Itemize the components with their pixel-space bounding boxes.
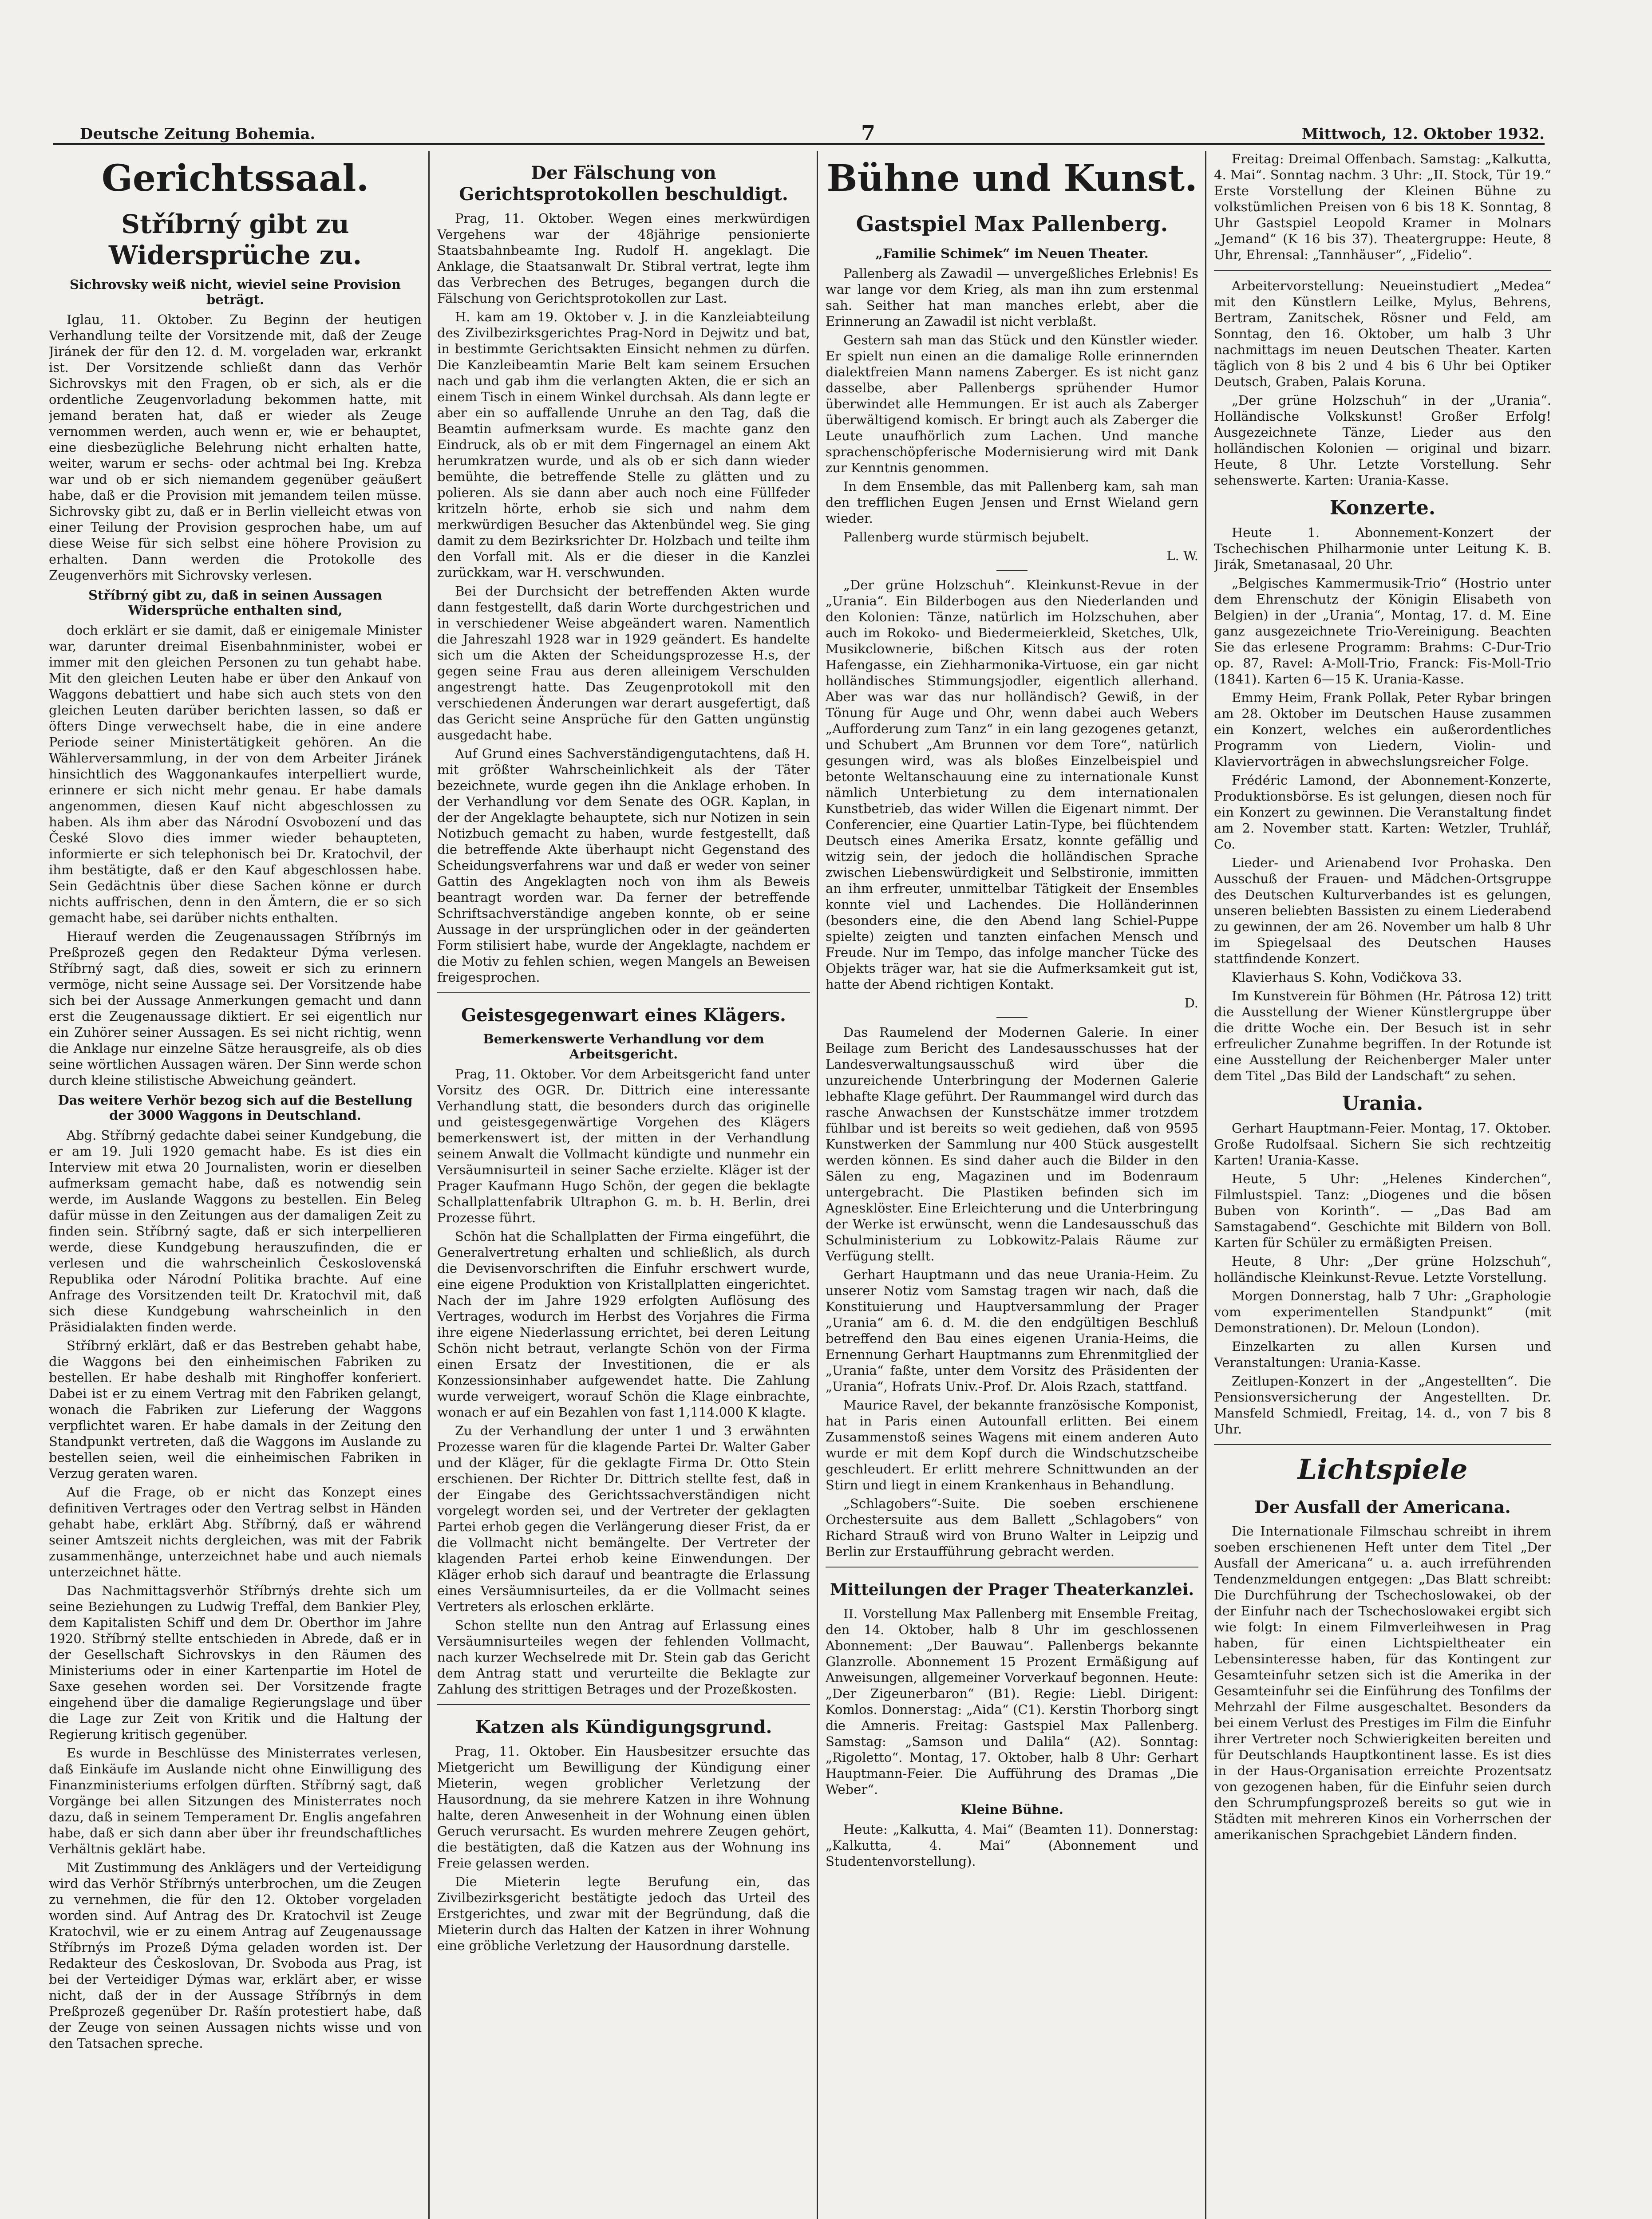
section-title: Lichtspiele (1297, 1453, 1468, 1485)
article-headline: Gastspiel Max Pallenberg. (856, 212, 1168, 237)
paragraph: Schon stellte nun den Antrag auf Erlassung eines Versäumnisurteiles wegen der fehlenden Vollmacht, nach kurzer Wechselrede mit Dr. Stein gab das Gericht dem Antrag statt und verurteilte die Beklagte zur Zahlung des strittigen Betrages und der Prozeßkosten. (437, 1618, 810, 1697)
article-headline: Mitteilungen der Prager Theaterkanzlei. (830, 1580, 1194, 1599)
author-signature: D. (1184, 995, 1198, 1011)
paragraph: doch erklärt er sie damit, daß er einigemale Minister war, darunter dreimal Eisenbahnminister, wobei er immer mit den gleichen Personen zu tun gehabt habe. Mit den gleichen Leuten habe er über den Ankauf von Waggons debattiert und habe sich auch stets von den gleichen Leuten darüber berichten lassen, so daß er öfters Dinge verwechselt habe, die in eine andere Periode seiner Ministertätigkeit gehören. An die Wählerversammlung, in der von dem Arbeiter Jiránek hinsichtlich des Waggonankaufes interpelliert wurde, erinnere er sich nicht mehr genau. Er habe damals angenommen, diesen Kauf nicht abgeschlossen zu haben. Als ihm aber das Národní Osvobození und das České Slovo dies immer wieder behaupteten, informierte er sich telephonisch bei Dr. Kratochvil, der ihm bestätigte, daß er den Kauf abgeschlossen habe. Sein Gedächtnis über diese Sachen könne er durch nichts auffrischen, denn in den Ämtern, die er so sich gemacht habe, sei darüber nichts enthalten. (49, 623, 422, 925)
section-title: Gerichtssaal. (101, 157, 369, 200)
paragraph: II. Vorstellung Max Pallenberg mit Ensemble Freitag, den 14. Oktober, halb 8 Uhr im geschlossenen Abonnement: „Der Bauwau“. Pallenbergs bekannte Glanzrolle. Abonnement 15 Prozent Ermäßigung auf Anweisungen, allgemeiner Vorverkauf begonnen. Heute: „Der Zigeunerbaron“ (B1). Regie: Liebl. Dirigent: Komlos. Donnerstag: „Aida“ (C1). Kerstin Thorborg singt die Amneris. Freitag: Gastspiel Max Pallenberg. Samstag: „Samson und Dalila“ (A2). Sonntag: „Rigoletto“. Montag, 17. Oktober, halb 8 Uhr: Gerhart Hauptmann-Feier. Die Aufführung des Dramas „Die Weber“. (826, 1606, 1198, 1797)
paragraph: Es wurde in Beschlüsse des Ministerrates verlesen, daß Einkäufe im Auslande nicht ohne Einwilligung des Finanzministeriums erfolgen dürften. Stříbrný sagt, daß Vorgänge bei allen Sitzungen des Ministerrates noch dazu, daß in seinem Temperament Dr. Englis angefahren habe, daß er sich dann aber über ihr freundschaftliches Verhältnis geklärt habe. (49, 1745, 422, 1856)
paragraph: Das Raumelend der Modernen Galerie. In einer Beilage zum Bericht des Landesausschusses hat der Landesverwaltungsausschuß wird über die unzureichende Unterbringung der Modernen Galerie lebhafte Klage geführt. Der Raummangel wird durch das rasche Anwachsen der Kunstschätze immer trotzdem fühlbar und ist bereits so weit gediehen, daß von 9595 Kunstwerken der Sammlung nur 400 Stück ausgestellt werden können. Es sind daher auch die Bilder in den Sälen zu eng, Magazinen und im Bodenraum untergebracht. Die Plastiken befinden sich im Agnesklöster. Eine Erleichterung und die Unterbringung der Werke ist erwünscht, wenn die Landesausschuß das Schulministerium zu Lobkowitz-Palais Räume zur Verfügung stellt. (826, 1025, 1198, 1263)
paragraph: H. kam am 19. Oktober v. J. in die Kanzleiabteilung des Zivilbezirksgerichtes Prag-Nord in Dejwitz und bat, in bestimmte Gerichtsakten Einsicht nehmen zu dürfen. Die Kanzleibeamtin Marie Belt kam seinem Ersuchen nach und gab ihm die verlangten Akten, die er sich an einem Tisch in einem Winkel durchsah. Als dann legte er aber ein so auffallende Unruhe an den Tag, daß die Beamtin aufmerksam wurde. Es machte ganz den Eindruck, als ob er mit dem Fingernagel an einem Akt herumkratzen wurde, und als ob er sich dann wieder bemühte, die betreffende Stelle zu glätten und zu polieren. Als sie dann aber auch noch eine Füllfeder kritzeln hörte, erhob sie sich und nahm dem merkwürdigen Besucher das Aktenbündel weg. Sie ging damit zu dem Bezirksrichter Dr. Holzbach und teilte ihm den Vorfall mit. Als er die dieser in die Kanzlei zurückkam, war H. verschwunden. (437, 309, 810, 580)
divider (437, 1704, 810, 1705)
paragraph: Auf die Frage, ob er nicht das Konzept eines definitiven Vertrages oder den Vertrag selbst in Händen gehabt habe, erklärt Abg. Stříbrný, daß er während seiner Amtszeit nichts dergleichen, was mit der Fabrik zusammenhänge, unterzeichnet habe und auch niemals unterzeichnet hätte. (49, 1485, 422, 1579)
paragraph: Emmy Heim, Frank Pollak, Peter Rybar bringen am 28. Oktober im Deutschen Hause zusammen ein Konzert, welches ein außerordentliches Programm von Liedern, Violin- und Klaviervorträgen in abwechslungsreicher Folge. (1214, 690, 1551, 769)
paragraph: Prag, 11. Oktober. Vor dem Arbeitsgericht fand unter Vorsitz des OGR. Dr. Dittrich eine interessante Verhandlung statt, die besonders durch das originelle und geistesgegenwärtige Vorgehen des Klägers bemerkenswert ist, der mitten in der Verhandlung seinem Anwalt die Vollmacht kündigte und nunmehr ein Versäumnisurteil in seiner Sache erzielte. Kläger ist der Prager Kaufmann Hugo Schön, der gegen die beklagte Schallplattenfabrik Ultraphon G. m. b. H. Berlin, drei Prozesse führt. (437, 1066, 810, 1225)
paragraph: Stříbrný erklärt, daß er das Bestreben gehabt habe, die Waggons bei den einheimischen Fabriken zu bestellen. Er habe deshalb mit Ringhoffer konferiert. Dabei ist er zu einem Vertrag mit den Fabriken gelangt, wonach die Fabriken zur Lieferung der Waggons verpflichtet waren. Er habe damals in der Zeitung den Standpunkt vertreten, daß die Waggons im Auslande zu bestellen seien, weil die einheimischen Fabriken in Verzug geraten waren. (49, 1338, 422, 1481)
divider (437, 992, 810, 993)
paragraph: Prag, 11. Oktober. Wegen eines merkwürdigen Vergehens war der 48jährige pensionierte Staatsbahnbeamte Ing. Rudolf H. angeklagt. Die Anklage, die Staatsanwalt Dr. Stibral vertrat, legte ihm das Verbrechen des Betruges, begangen durch die Fälschung von Gerichtsprotokollen zur Last. (437, 211, 810, 306)
divider (996, 570, 1028, 571)
column-divider (1205, 151, 1206, 2219)
divider (1214, 1444, 1551, 1445)
paragraph: Hierauf werden die Zeugenaussagen Stříbrnýs im Preßprozeß gegen den Redakteur Dýma verlesen. Stříbrný sagt, daß dies, soweit er sich zu erinnern vermöge, nicht seine Aussage sei. Der Vorsitzende habe sich bei der Aussage Anmerkungen gemacht und dann erst die Zeugenaussage diktiert. Er sei eigentlich nur ein Zuhörer seiner Aussagen. Es sei nicht richtig, wenn die Anklage nur einzelne Sätze herausgreife, als ob dies seine wörtlichen Aussagen wären. Der Sinn werde schon durch kleine stilistische Abweichung geändert. (49, 929, 422, 1088)
paragraph: Abg. Stříbrný gedachte dabei seiner Kundgebung, die er am 19. Juli 1920 gemacht habe. Es ist dies ein Interview mit etwa 20 Journalisten, worin er dieselben aufmerksam gemacht habe, daß es notwendig sein werde, im Auslande Waggons zu bestellen. Ein Beleg dafür müsse in den Zeitungen aus der damaligen Zeit zu finden sein. Stříbrný sagte, daß er sich interpellieren werde, diese Kundgebung herauszufinden, die er verlesen und die wahrscheinlich Československá Republika oder Národní Politika brachte. Auf eine Anfrage des Vorsitzenden teilt Dr. Kratochvil mit, daß sich diese Kundgebung wahrscheinlich in den Präsidialakten finden werde. (49, 1128, 422, 1335)
article-subhead: Stříbrný gibt zu, daß in seinen Aussagen Widersprüche enthalten sind, (88, 588, 382, 618)
column-stage (826, 151, 1198, 2219)
paragraph: Einzelkarten zu allen Kursen und Veranstaltungen: Urania-Kasse. (1214, 1339, 1551, 1370)
section-title: Urania. (1342, 1092, 1423, 1115)
article-subhead: Sichrovsky weiß nicht, wieviel seine Provision beträgt. (70, 277, 401, 307)
masthead (53, 116, 1545, 145)
column-court (49, 151, 422, 2219)
paragraph: Morgen Donnerstag, halb 7 Uhr: „Graphologie vom experimentellen Standpunkt“ (mit Demonstrationen). Dr. Meloun (London). (1214, 1288, 1551, 1335)
article-subhead: „Familie Schimek“ im Neuen Theater. (875, 246, 1149, 261)
article-subhead: Kleine Bühne. (960, 1802, 1063, 1817)
paragraph: Heute, 5 Uhr: „Helenes Kinderchen“, Filmlustspiel. Tanz: „Diogenes und die bösen Buben von Korinth“. — „Das Bad am Samstagabend“. Geschichte mit Bildern von Boll. Karten für Schüler zu ermäßigten Preisen. (1214, 1171, 1551, 1250)
column-court-2 (437, 151, 810, 2219)
column-divider (428, 151, 430, 2219)
paragraph: Die Internationale Filmschau schreibt in ihrem soeben erschienenen Heft unter dem Titel „Der Ausfall der Americana“ u. a. auch irreführenden Tendenzmeldungen entgegen: „Das Blatt schreibt: Die Durchführung der Tschechoslowakei, ob der der Einfuhr nach der Tschechoslowakei ergibt sich wie folgt: In einem Filmverleihwesen in Prag haben, für einen Lichtspieltheater ein Lebensinteresse haben, für das Kontingent zur Gesamteinfuhr setzen sich ist die Amerika in der Gesamteinfuhr sei die Einführung des Tonfilms der Mehrzahl der Filme ausgeschaltet. Besonders da bei einem Verlust des Prestiges im Film die Einfuhr ihrer Vertreter noch Schwierigkeiten bereiten und für Deutschlands Hauptkontinent lasse. Es ist dies in der Haus-Organisation erreichte Prozentsatz von gezogenen haben, für die Einfuhr seien durch den Schrumpfungsprozeß bereits so gut wie in Städten mit mehreren Kinos ein Vorherrschen der amerikanischen Sprachgebiet Ländern finden. (1214, 1524, 1551, 1842)
paragraph: Heute 1. Abonnement-Konzert der Tschechischen Philharmonie unter Leitung K. B. Jirák, Smetanasaal, 20 Uhr. (1214, 525, 1551, 572)
divider (826, 1567, 1198, 1568)
newspaper-name: Deutsche Zeitung Bohemia. (80, 125, 316, 143)
article-subhead: Das weitere Verhör bezog sich auf die Bestellung der 3000 Waggons in Deutschland. (58, 1093, 413, 1123)
paragraph: Bei der Durchsicht der betreffenden Akten wurde dann festgestellt, daß darin Worte durchgestrichen und in verschiedener Weise abgeändert waren. Namentlich die Jahreszahl 1928 war in 1929 geändert. Es handelte sich um die Akten der Scheidungsprozesse H.s, der gegen seine Frau aus deren alleinigem Verschulden angestrengt hatte. Das Zeugenprotokoll mit den verschiedenen Änderungen war derart ausgefertigt, daß das Gericht seine Ansprüche für den Gatten ungünstig ausgedacht habe. (437, 584, 810, 742)
paragraph: Die Mieterin legte Berufung ein, das Zivilbezirksgericht bestätigte jedoch das Urteil des Erstgerichtes, und zwar mit der Begründung, daß die Mieterin durch das Halten der Katzen in ihrer Wohnung eine gröbliche Verletzung der Hausordnung darstelle. (437, 1874, 810, 1953)
article-subhead: Bemerkenswerte Verhandlung vor dem Arbeitsgericht. (483, 1031, 764, 1062)
section-title: Konzerte. (1329, 497, 1436, 519)
paragraph: Freitag: Dreimal Offenbach. Samstag: „Kalkutta, 4. Mai“. Sonntag nachm. 3 Uhr: „II. Stock, Tür 19.“ Erste Vorstellung der Kleinen Bühne zu volkstümlichen Preisen von 6 bis 18 K. Sonntag, 8 Uhr Gastspiel Leopold Kramer in Molnars „Jemand“ (K 16 bis 37). Theatergruppe: Heute, 8 Uhr, Ehrensal: „Tannhäuser“, „Fidelio“. (1214, 151, 1551, 262)
article-headline: Der Fälschung von Gerichtsprotokollen beschuldigt. (459, 162, 788, 205)
page-number: 7 (861, 121, 876, 145)
paragraph: „Schlagobers“-Suite. Die soeben erschienene Orchestersuite aus dem Ballett „Schlagobers“ von Richard Strauß wird von Bruno Walter in Leipzig und Berlin zur Erstaufführung gebracht werden. (826, 1496, 1198, 1559)
article-headline: Katzen als Kündigungsgrund. (475, 1717, 772, 1737)
section-title: Bühne und Kunst. (826, 157, 1198, 200)
paragraph: Pallenberg als Zawadil — unvergeßliches Erlebnis! Es war lange vor dem Krieg, als man ihn zum erstenmal sah. Seither hat man manches erlebt, aber die Erinnerung an Zawadil ist nicht verblaßt. (826, 266, 1198, 329)
paragraph: Arbeitervorstellung: Neueinstudiert „Medea“ mit den Künstlern Leilke, Mylus, Behrens, Bertram, Zanitschek, Rösner und Feld, am Sonntag, den 16. Oktober, um halb 3 Uhr nachmittags im neuen Deutschen Theater. Karten täglich von 8 bis 2 und 4 bis 6 Uhr bei Optiker Deutsch, Graben, Palais Koruna. (1214, 278, 1551, 389)
paragraph: Auf Grund eines Sachverständigengutachtens, daß H. mit größter Wahrscheinlichkeit als der Täter bezeichnete, wurde gegen ihn die Anklage erhoben. In der Verhandlung vor dem Senate des OGR. Kaplan, in der der Angeklagte behauptete, sich nur Notizen in sein Notizbuch gemacht zu haben, wurde festgestellt, daß die betreffende Akte überhaupt nicht Gegenstand des Scheidungsverfahrens war und daß er weder von seiner Gattin des Angeklagten noch von ihm als Beweis beantragt worden war. Da ferner der betreffende Schriftsachverständige angeben konnte, ob er seine Aussage in der ursprünglichen oder in der geänderten Form stilisiert habe, wurde der Angeklagte, nachdem er die Motiv zu fehlen schien, wegen Mangels an Beweisen freigesprochen. (437, 746, 810, 985)
paragraph: Gerhart Hauptmann-Feier. Montag, 17. Oktober. Große Rudolfsaal. Sichern Sie sich rechtzeitig Karten! Urania-Kasse. (1214, 1121, 1551, 1168)
paragraph: Das Nachmittagsverhör Stříbrnýs drehte sich um seine Beziehungen zu Ludwig Treffal, dem Bankier Pley, dem Kapitalisten Schiff und dem Dr. Oberthor im Jahre 1920. Stříbrný stellte entschieden in Abrede, daß er in der Gesellschaft Sichrovskys in den Räumen des Ministeriums oder in einer Kartenpartie im Hotel de Saxe gesehen worden sei. Der Vorsitzende fragte eingehend über die damalige Regierungslage und über die Lage zur Zeit von Kritik und die Haltung der Regierung kritisch gegenüber. (49, 1583, 422, 1742)
paragraph: Gerhart Hauptmann und das neue Urania-Heim. Zu unserer Notiz vom Samstag tragen wir nach, daß die Konstituierung und Hauptversammlung der Prager „Urania“ am 6. d. M. die den endgültigen Beschluß betreffend den Bau eines eigenen Urania-Heims, die Ernennung Gerhart Hauptmanns zum Ehrenmitglied der „Urania“ faßte, unter dem Vorsitz des Präsidenten der „Urania“, Hofrats Univ.-Prof. Dr. Alois Rzach, stattfand. (826, 1267, 1198, 1394)
paragraph: Prag, 11. Oktober. Ein Hausbesitzer ersuchte das Mietgericht um Bewilligung der Kündigung einer Mieterin, wegen groblicher Verletzung der Hausordnung, da sie mehrere Katzen in ihre Wohnung halte, deren Anwesenheit in der Wohnung einen üblen Geruch verursacht. Es wurden mehrere Zeugen gehört, die bestätigten, daß die Katzen aus der Wohnung ins Freie gelassen werden. (437, 1744, 810, 1871)
issue-date: Mittwoch, 12. Oktober 1932. (1301, 125, 1545, 143)
article-headline: Der Ausfall der Americana. (1254, 1497, 1511, 1517)
paragraph: „Belgisches Kammermusik-Trio“ (Hostrio unter dem Ehrenschutz der Königin Elisabeth von Belgien) in der „Urania“, Montag, 17. d. M. Eine ganz ausgezeichnete Trio-Vereinigung. Beachten Sie das erlesene Programm: Brahms: C-Dur-Trio op. 87, Ravel: A-Moll-Trio, Franck: Fis-Moll-Trio (1841). Karten 6—15 K. Urania-Kasse. (1214, 576, 1551, 687)
article-headline: Stříbrný gibt zu Widersprüche zu. (109, 209, 362, 270)
divider (996, 1017, 1028, 1018)
paragraph: In dem Ensemble, das mit Pallenberg kam, sah man den trefflichen Eugen Jensen und Ernst Wieland gern wieder. (826, 479, 1198, 526)
author-signature: L. W. (1166, 548, 1198, 563)
paragraph: Lieder- und Arienabend Ivor Prohaska. Den Ausschuß der Frauen- und Mädchen-Ortsgruppe des Deutschen Kulturverbandes ist es gelungen, unseren beliebten Bassisten zu einem Liederabend zu gewinnen, der am 26. November um halb 8 Uhr im Spiegelsaal des Deutschen Hauses stattfindende Konzert. (1214, 855, 1551, 966)
paragraph: Heute, 8 Uhr: „Der grüne Holzschuh“, holländische Kleinkunst-Revue. Letzte Vorstellung. (1214, 1254, 1551, 1285)
paragraph: Zu der Verhandlung der unter 1 und 3 erwähnten Prozesse waren für die klagende Partei Dr. Walter Gaber und der Kläger, für die geklagte Firma Dr. Otto Stein erschienen. Der Richter Dr. Dittrich stellte fest, daß in der Eingabe des Gerichtssachverständigen nicht vorgelegt worden sei, und der Vertreter der geklagten Partei erhob gegen die Verlängerung dieser Frist, da er die Vollmacht nicht bemängelte. Der Vertreter der klagenden Partei erhob keine Einwendungen. Der Kläger erhob sich darauf und beantragte die Erlassung eines Versäumnisurteiles, da er die Vollmacht seines Vertreters als erloschen erklärte. (437, 1423, 810, 1614)
paragraph: Frédéric Lamond, der Abonnement-Konzerte, Produktionsbörse. Es ist gelungen, diesen noch für ein Konzert zu gewinnen. Die Veranstaltung findet am 2. November statt. Karten: Wetzler, Truhlář, Co. (1214, 773, 1551, 852)
paragraph: Im Kunstverein für Böhmen (Hr. Pátrosa 12) tritt die Ausstellung der Wiener Künstlergruppe über die dritte Woche ein. Der Besuch ist in sehr erfreulicher Zunahme begriffen. In der Rotunde ist eine Ausstellung der Reichenberger Maler unter dem Titel „Das Bild der Landschaft“ zu sehen. (1214, 988, 1551, 1083)
paragraph: Schön hat die Schallplatten der Firma eingeführt, die Generalvertretung erhalten und schließlich, als durch die Devisenvorschriften die Einfuhr erschwert wurde, eine eigene Produktion von Kristallplatten eingerichtet. Nach der im Jahre 1929 erfolgten Auflösung des Vertrages, wodurch im Herbst des Vorjahres die Firma ihre eigene Niederlassung errichtet, bei deren Leitung Schön nicht betraut, verlangte Schön von der Firma einen Ersatz der Investitionen, die er als Konzessionsinhaber aufgewendet hatte. Die Zahlung wurde verweigert, worauf Schön die Klage einbrachte, wonach er auf ein Bezahlen von fast 1,114.000 K klagte. (437, 1229, 810, 1420)
column-divider (817, 151, 818, 2219)
paragraph: „Der grüne Holzschuh“. Kleinkunst-Revue in der „Urania“. Ein Bilderbogen aus den Niederlanden und den Kolonien: Tänze, natürlich im Holzschuhen, aber auch im Rokoko- und Biedermeierkleid, Sketches, Ulk, Musikclownerie, bißchen Kitsch aus der roten Hafengasse, ein Ziehharmonika-Virtuose, ein gar nicht holländisches Stimmungsjodler, eigentlich allerhand. Aber was war das nur holländisch? Gewiß, in der Tönung für Auge und Ohr, wenn dabei auch Webers „Aufforderung zum Tanz“ in ein lang gezogenes getanzt, und Schubert „Am Brunnen vor dem Tore“, natürlich gesungen wird, was als bloßes Einzelbeispiel und betonte Weltanschauung eine zu internationale Kunst nämlich Unterbietung zu dem internationalen Kunstbetrieb, das wider Willen die Eigenart nimmt. Der Conferencier, eine Quartier Latin-Type, bei flüchtendem Deutsch eines Amerika Ersatz, konnte gefällig und witzig sein, der jedoch die holländischen Sprache zwischen Liebenswürdigkeit und Selbstironie, immitten an ihm erfreuter, unmittelbar Tätigkeit der Ensembles konnte viel und Lachendes. Die Holländerinnen (besonders eine, die den Abend lang Schiel-Puppe spielte) zeigten und tanzten einfachen Mensch und Freude. Nur im Tempo, das infolge mancher Tücke des Objekts träger war, hat sie die Aufmerksamkeit gut ist, hatte der Abend richtigen Kontakt. (826, 577, 1198, 992)
paragraph: „Der grüne Holzschuh“ in der „Urania“. Holländische Volkskunst! Großer Erfolg! Ausgezeichnete Tänze, Lieder aus den holländischen Kolonien — original und bizarr. Heute, 8 Uhr. Letzte Vorstellung. Sehr sehenswerte. Karten: Urania-Kasse. (1214, 393, 1551, 488)
paragraph: Zeitlupen-Konzert in der „Angestellten“. Die Pensionsversicherung der Angestellten. Dr. Mansfeld Schmiedl, Freitag, 14. d., von 7 bis 8 Uhr. (1214, 1374, 1551, 1437)
paragraph: Gestern sah man das Stück und den Künstler wieder. Er spielt nun einen an die damalige Rolle erinnernden dialektfreien Mann namens Zaberger. Es ist nicht ganz dasselbe, aber Pallenbergs sprühender Humor überwindet alle Hemmungen. Er ist auch als Zaberger überwältigend komisch. Er bringt auch als Zaberger die Leute unaufhörlich zum Lachen. Und manche sprachenschöpferische Modernisierung wird mit Dank zur Kenntnis genommen. (826, 332, 1198, 475)
paragraph: Maurice Ravel, der bekannte französische Komponist, hat in Paris einen Autounfall erlitten. Bei einem Zusammenstoß seines Wagens mit einem anderen Auto wurde er mit dem Kopf durch die Windschutzscheibe geschleudert. Er erlitt mehrere Schnittwunden an der Stirn und liegt in einem Krankenhaus in Behandlung. (826, 1398, 1198, 1492)
paragraph: Mit Zustimmung des Anklägers und der Verteidigung wird das Verhör Stříbrnýs unterbrochen, um die Zeugen zu vernehmen, die für den 12. Oktober vorgeladen worden sind. Auf Antrag des Dr. Kratochvil ist Zeuge Kratochvil, wie er zu einem Antrag auf Zeugenaussage Stříbrnýs im Prozeß Dýma geladen worden ist. Der Redakteur des Českoslovan, Dr. Svoboda aus Prag, ist bei der Verteidiger Dýmas war, erklärt aber, er wisse nicht, daß der in der Aussage Stříbrnýs in dem Preßprozeß gegenüber Dr. Rašín protestiert habe, daß der Zeuge von seinen Aussagen nichts wisse und von den Tatsachen spreche. (49, 1860, 422, 2051)
paragraph: Pallenberg wurde stürmisch bejubelt. (843, 529, 1089, 545)
paragraph: Iglau, 11. Oktober. Zu Beginn der heutigen Verhandlung teilte der Vorsitzende mit, daß der Zeuge Jiránek der für den 12. d. M. vorgeladen war, erkrankt ist. Der Vorsitzende schließt dann das Verhör Sichrovskys mit den Fragen, ob er sich, als er die ordentliche Zeugenvorladung bekommen hatte, mit jemand beraten hat, daß er wieder als Zeuge vernommen werden, auch wenn er, wie er behauptet, eine diesbezügliche Belehrung nicht erhalten hatte, weiter, warum er sechs- oder achtmal bei Ing. Krebza war und ob er sich niemandem gegenüber geäußert habe, daß er die Provision mit jemandem teilen müsse. Sichrovsky gibt zu, daß er in Berlin vielleicht etwas von einer Teilung der Provision gesprochen habe, um auf diese Weise für sich selbst eine höhere Provision zu erhalten. Dann werden die Protokolle des Zeugenverhörs mit Sichrovsky verlesen. (49, 312, 422, 583)
paragraph: Klavierhaus S. Kohn, Vodičkova 33. (1232, 970, 1462, 985)
article-headline: Geistesgegenwart eines Klägers. (461, 1005, 786, 1026)
paragraph: Heute: „Kalkutta, 4. Mai“ (Beamten 11). Donnerstag: „Kalkutta, 4. Mai“ (Abonnement und Studentenvorstellung). (826, 1822, 1198, 1869)
column-notices (1214, 151, 1551, 2219)
divider (1214, 270, 1551, 271)
